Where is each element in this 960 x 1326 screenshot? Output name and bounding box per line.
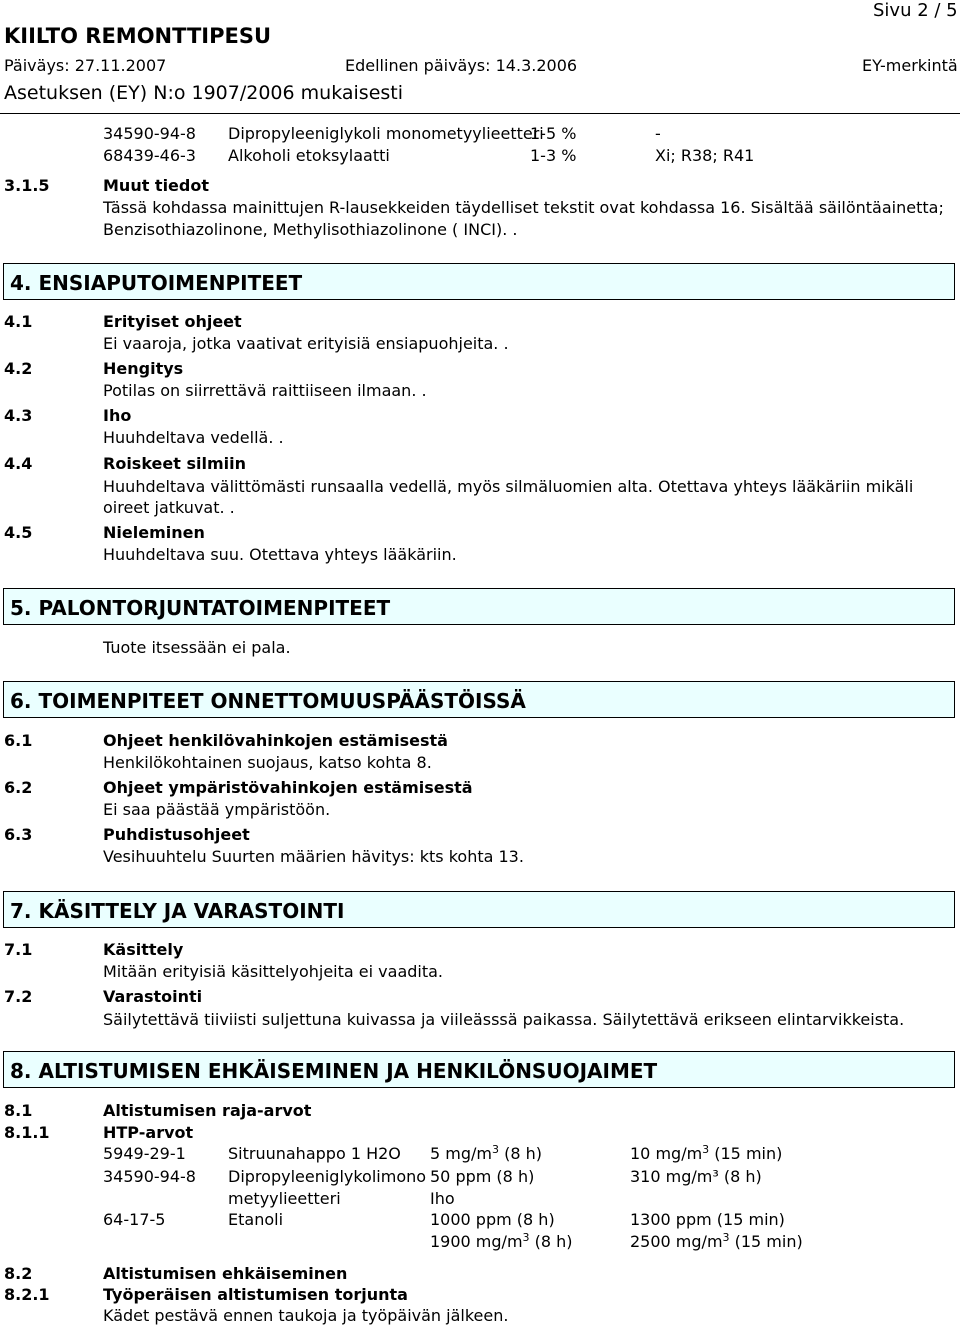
subsection-title: HTP-arvot	[103, 1123, 194, 1142]
htp-cas: 5949-29-1	[103, 1144, 186, 1163]
subsection-number: 8.2	[4, 1264, 33, 1283]
htp-note: Iho	[430, 1189, 455, 1208]
subsection-title: Ohjeet henkilövahinkojen estämisestä	[103, 731, 448, 750]
ingredient-concentration: 1-5 %	[530, 124, 577, 143]
htp-8h-value: 5 $mg/m^3$ (8 h)	[430, 1143, 542, 1163]
subsection-title: Puhdistusohjeet	[103, 825, 250, 844]
subsection-title: Hengitys	[103, 359, 184, 378]
htp-8h-value: 50 ppm (8 h)	[430, 1167, 535, 1186]
ingredient-cas: 68439-46-3	[103, 146, 196, 165]
eu-marking: EY-merkintä	[862, 56, 958, 75]
section-title: 5. PALONTORJUNTATOIMENPITEET	[10, 596, 391, 620]
htp-8h-value: 1900 $mg/m^3$ (8 h)	[430, 1231, 573, 1251]
ingredient-name: Dipropyleeniglykoli monometyylieetteri	[228, 124, 544, 143]
subsection-title: Ohjeet ympäristövahinkojen estämisestä	[103, 778, 473, 797]
subsection-number: 6.2	[4, 778, 33, 797]
section-5-header	[3, 588, 955, 625]
htp-substance: Etanoli	[228, 1210, 284, 1229]
subsection-text: Mitään erityisiä käsittelyohjeita ei vaadita.	[103, 962, 444, 981]
subsection-text: Huuhdeltava välittömästi runsaalla vedellä, myös silmäluomien alta. Otettava yhteys lääkäriin mikäli oireet jatkuvat. .	[103, 477, 914, 517]
subsection-number: 4.4	[4, 454, 33, 473]
section-8-header	[3, 1051, 955, 1088]
previous-date: Edellinen päiväys: 14.3.2006	[345, 56, 578, 75]
subsection-number: 8.1.1	[4, 1123, 50, 1142]
subsection-title: Nieleminen	[103, 523, 205, 542]
subsection-text: Potilas on siirrettävä raittiiseen ilmaan. .	[103, 381, 427, 400]
htp-15min-value: 10 $mg/m^3$ (15 min)	[630, 1143, 783, 1163]
htp-substance: Dipropyleeniglykolimono	[228, 1167, 427, 1186]
subsection-number: 8.1	[4, 1101, 33, 1120]
htp-cas: 64-17-5	[103, 1210, 166, 1229]
subsection-number: 4.5	[4, 523, 33, 542]
htp-15min-value: 2500 $mg/m^3$ (15 min)	[630, 1231, 803, 1251]
subsection-text: Ei vaaroja, jotka vaativat erityisiä ensiapuohjeita. .	[103, 334, 509, 353]
subsection-text: Henkilökohtainen suojaus, katso kohta 8.	[103, 753, 432, 772]
subsection-text: Vesihuuhtelu Suurten määrien hävitys: kts kohta 13.	[103, 847, 524, 866]
subsection-title: Työperäisen altistumisen torjunta	[103, 1285, 408, 1304]
subsection-number: 7.2	[4, 987, 33, 1006]
ingredient-name: Alkoholi etoksylaatti	[228, 146, 390, 165]
subsection-title: Varastointi	[103, 987, 203, 1006]
section-4-header	[3, 263, 955, 300]
section-title: 4. ENSIAPUTOIMENPITEET	[10, 271, 303, 295]
section-title: 6. TOIMENPITEET ONNETTOMUUSPÄÄSTÖISSÄ	[10, 689, 526, 713]
htp-substance: Sitruunahappo 1 H2O	[228, 1144, 401, 1163]
htp-cas: 34590-94-8	[103, 1167, 196, 1186]
subsection-text: Huuhdeltava suu. Otettava yhteys lääkäriin.	[103, 545, 457, 564]
subsection-text: Huuhdeltava vedellä. .	[103, 428, 284, 447]
subsection-title: Altistumisen ehkäiseminen	[103, 1264, 348, 1283]
subsection-number: 8.2.1	[4, 1285, 50, 1304]
section-title: 8. ALTISTUMISEN EHKÄISEMINEN JA HENKILÖNSUOJAIMET	[10, 1059, 658, 1083]
subsection-number: 3.1.5	[4, 176, 50, 195]
section-5-text: Tuote itsessään ei pala.	[103, 638, 291, 657]
section-6-header	[3, 681, 955, 718]
regulation-reference: Asetuksen (EY) N:o 1907/2006 mukaisesti	[4, 82, 404, 104]
revision-date: Päiväys: 27.11.2007	[4, 56, 167, 75]
ingredient-concentration: 1-3 %	[530, 146, 577, 165]
subsection-number: 4.2	[4, 359, 33, 378]
subsection-number: 7.1	[4, 940, 33, 959]
subsection-title: Iho	[103, 406, 132, 425]
subsection-title: Käsittely	[103, 940, 184, 959]
subsection-text: Säilytettävä tiiviisti suljettuna kuivassa ja viileässsä paikassa. Säilytettävä erikseen elintarvikkeista.	[103, 1010, 905, 1029]
subsection-text: Kädet pestävä ennen taukoja ja työpäivän jälkeen.	[103, 1306, 509, 1325]
subsection-text: Benzisothiazolinone, Methylisothiazolinone ( INCI). .	[103, 220, 518, 239]
subsection-title: Erityiset ohjeet	[103, 312, 242, 331]
subsection-title: Roiskeet silmiin	[103, 454, 246, 473]
product-name: KIILTO REMONTTIPESU	[4, 24, 271, 48]
subsection-title: Muut tiedot	[103, 176, 209, 195]
subsection-text: Tässä kohdassa mainittujen R-lausekkeiden täydelliset tekstit ovat kohdassa 16. Sisältää säilöntäainetta;	[103, 198, 944, 217]
htp-8h-value: 1000 ppm (8 h)	[430, 1210, 555, 1229]
subsection-number: 6.3	[4, 825, 33, 844]
ingredient-cas: 34590-94-8	[103, 124, 196, 143]
subsection-title: Altistumisen raja-arvot	[103, 1101, 312, 1120]
htp-substance: metyylieetteri	[228, 1189, 341, 1208]
htp-15min-value: 1300 ppm (15 min)	[630, 1210, 785, 1229]
subsection-number: 4.1	[4, 312, 33, 331]
ingredient-classification: Xi; R38; R41	[655, 146, 755, 165]
subsection-text: Ei saa päästää ympäristöön.	[103, 800, 331, 819]
htp-15min-value: 310 mg/m³ (8 h)	[630, 1167, 762, 1186]
section-title: 7. KÄSITTELY JA VARASTOINTI	[10, 899, 345, 923]
section-7-header	[3, 891, 955, 928]
ingredient-classification: -	[655, 124, 661, 143]
page-number: Sivu 2 / 5	[873, 0, 958, 21]
header-divider	[0, 113, 960, 114]
subsection-number: 6.1	[4, 731, 33, 750]
subsection-number: 4.3	[4, 406, 33, 425]
